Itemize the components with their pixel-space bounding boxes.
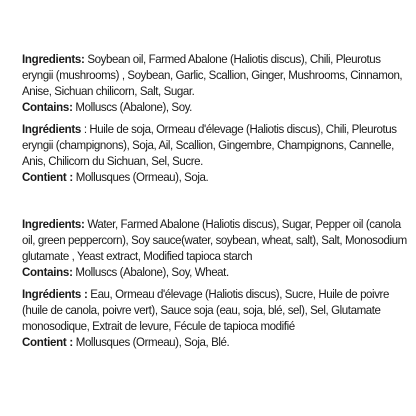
label-1-ingredients-en (22, 51, 408, 99)
ingredients-text: Water, Farmed Abalone (Haliotis discus), Sugar, Pepper oil (canola oil, green peppercorn), Soy sauce(water, soybean, wheat, salt), Salt, Monosodium glutamate , Yeast extract, Modified tapioca starch (22, 217, 407, 263)
contains-heading: Contains: (22, 265, 73, 279)
contains-text: Molluscs (Abalone), Soy. (72, 100, 192, 114)
contains-heading: Contains: (22, 100, 73, 114)
label-1-contains-en (22, 99, 408, 115)
label-1 (22, 51, 406, 185)
contains-text: Mollusques (Ormeau), Soja. (72, 170, 209, 184)
label-2 (22, 216, 406, 350)
contains-text: Mollusques (Ormeau), Soja, Blé. (72, 335, 230, 349)
ingredients-text: Soybean oil, Farmed Abalone (Haliotis discus), Chili, Pleurotus eryngii (mushrooms) , Soybean, Garlic, Scallion, Ginger, Mushrooms, Cinnamon, Anise, Sichuan chilicorn, Salt, Sugar. (22, 52, 403, 98)
label-2-contains-fr (22, 334, 408, 350)
label-1-contains-fr (22, 169, 408, 185)
ingredients-heading: Ingrédients : (22, 287, 88, 301)
ingredients-text: : Huile de soja, Ormeau d'élevage (Haliotis discus), Chili, Pleurotus eryngii (champignons), Soja, Ail, Scallion, Gingembre, Champignons, Cannelle, Anis, Chilicorn du Sichuan, Sel, Sucre. (22, 122, 397, 168)
ingredients-heading: Ingredients: (22, 217, 85, 231)
contains-text: Molluscs (Abalone), Soy, Wheat. (72, 265, 229, 279)
ingredients-heading: Ingredients: (22, 52, 85, 66)
ingredients-text: Eau, Ormeau d'élevage (Haliotis discus), Sucre, Huile de poivre (huile de canola, poivre vert), Sauce soja (eau, soja, blé, sel), Sel, Glutamate monosodique, Extrait de levure, Fécule de tapioca modifié (22, 287, 389, 333)
contains-heading: Contient : (22, 335, 73, 349)
label-2-ingredients-en (22, 216, 408, 264)
label-1-ingredients-fr (22, 121, 408, 169)
contains-heading: Contient : (22, 170, 73, 184)
label-2-ingredients-fr (22, 286, 408, 334)
ingredients-heading: Ingrédients (22, 122, 82, 136)
label-2-contains-en (22, 264, 408, 280)
